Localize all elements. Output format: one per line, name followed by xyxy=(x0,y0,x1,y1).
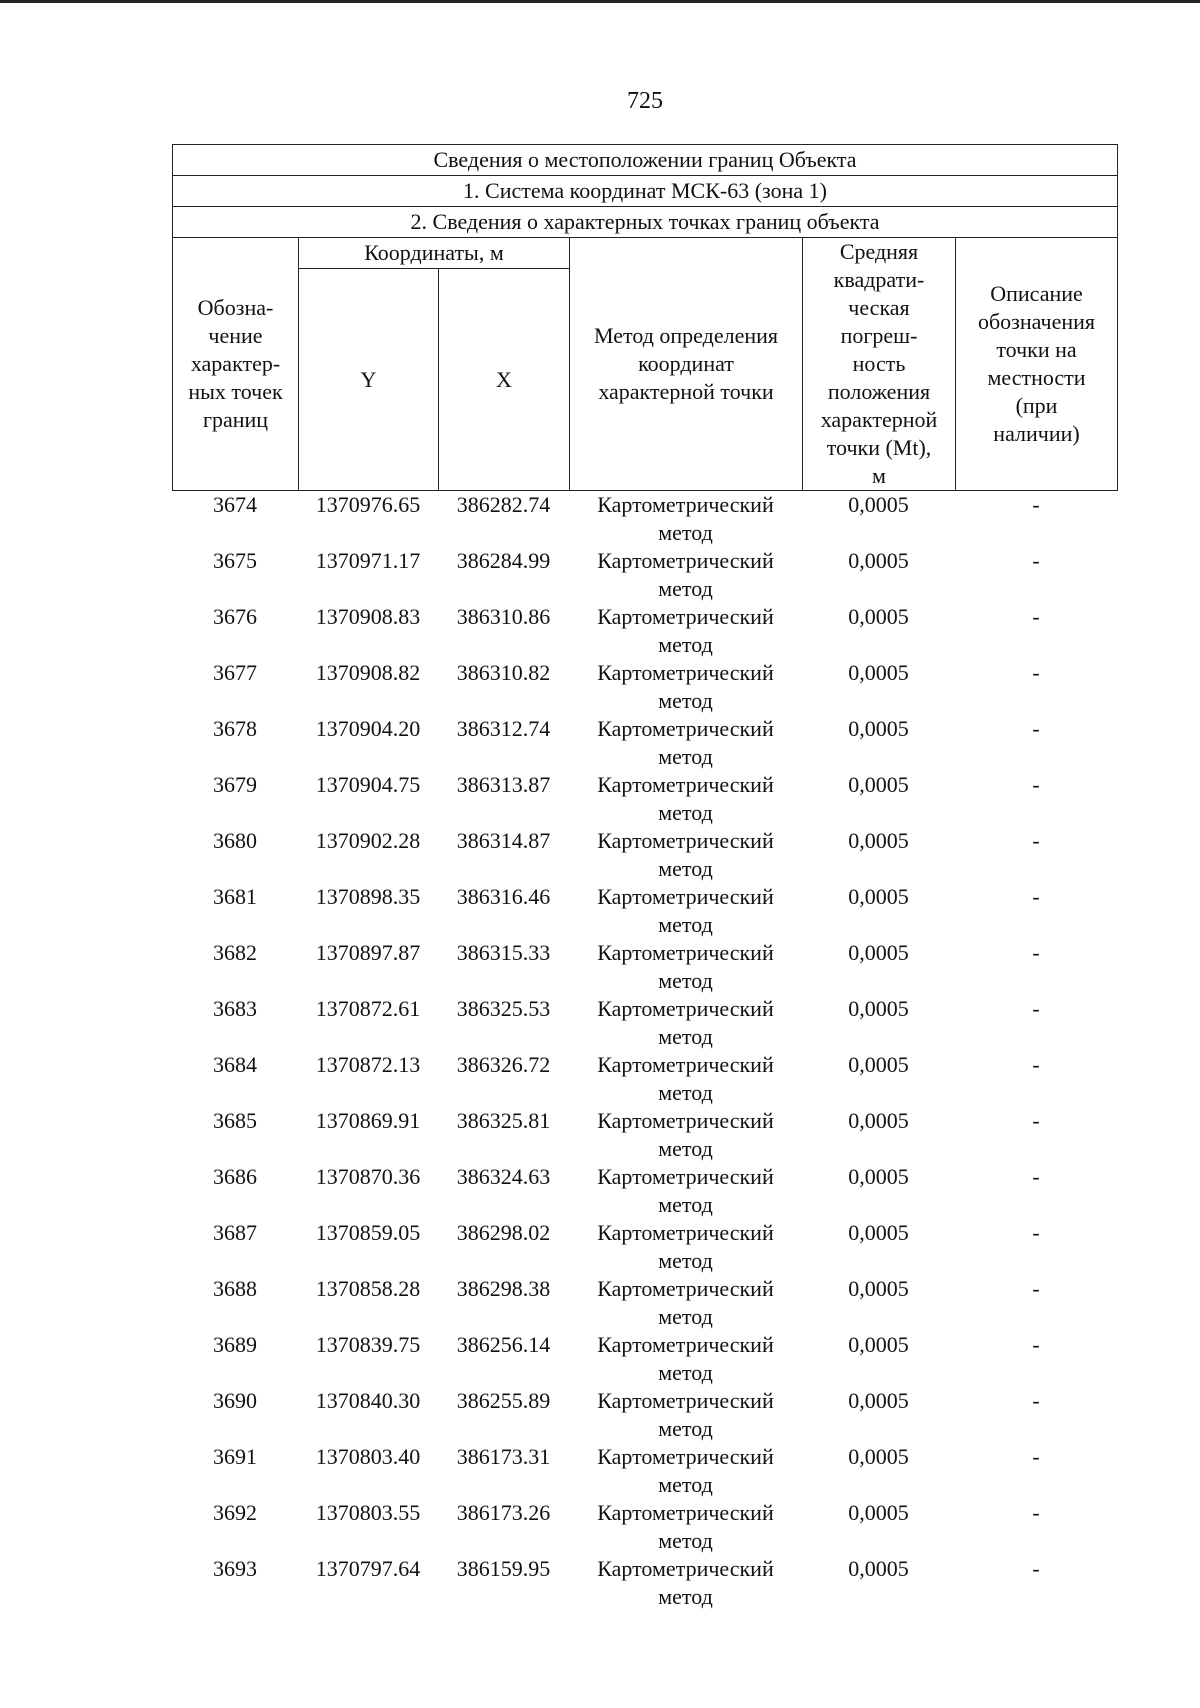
coordinate-system: 1. Система координат МСК-63 (зона 1) xyxy=(173,176,1118,207)
cell-y: 1370908.82 xyxy=(315,660,421,685)
table-body xyxy=(172,491,1117,1611)
cell-point-id: 3688 xyxy=(213,1276,257,1301)
page-number: 725 xyxy=(627,88,663,114)
header-point-id: Обозна- чение характер- ных точек границ xyxy=(173,238,299,491)
table-row xyxy=(172,1555,1117,1611)
header-y: Y xyxy=(299,269,439,491)
cell-x: 386312.74 xyxy=(456,716,551,741)
cell-description: - xyxy=(1032,1276,1040,1301)
cell-x: 386159.95 xyxy=(456,1556,551,1581)
cell-x: 386282.74 xyxy=(456,492,551,517)
cell-point-id: 3677 xyxy=(213,660,257,685)
cell-error: 0,0005 xyxy=(848,772,909,797)
cell-y: 1370870.36 xyxy=(315,1164,421,1189)
table-row xyxy=(172,1331,1117,1387)
cell-point-id: 3682 xyxy=(213,940,257,965)
cell-x: 386324.63 xyxy=(456,1164,551,1189)
cell-error: 0,0005 xyxy=(848,884,909,909)
cell-description: - xyxy=(1032,996,1040,1021)
cell-error: 0,0005 xyxy=(848,996,909,1021)
table-row xyxy=(172,771,1117,827)
cell-y: 1370803.40 xyxy=(315,1444,421,1469)
table-row xyxy=(172,1107,1117,1163)
cell-y: 1370872.13 xyxy=(315,1052,421,1077)
cell-y: 1370898.35 xyxy=(315,884,421,909)
cell-x: 386310.82 xyxy=(456,660,551,685)
cell-point-id: 3674 xyxy=(213,492,257,517)
boundary-points-table xyxy=(172,144,1117,1611)
cell-description: - xyxy=(1032,1108,1040,1133)
table-row xyxy=(172,547,1117,603)
cell-description: - xyxy=(1032,1556,1040,1581)
cell-x: 386326.72 xyxy=(456,1052,551,1077)
cell-method: Картометрический метод xyxy=(597,1052,774,1105)
table-row xyxy=(172,1499,1117,1555)
cell-error: 0,0005 xyxy=(848,548,909,573)
cell-x: 386255.89 xyxy=(456,1388,551,1413)
cell-description: - xyxy=(1032,772,1040,797)
cell-description: - xyxy=(1032,828,1040,853)
cell-y: 1370797.64 xyxy=(315,1556,421,1581)
table-subtitle: 2. Сведения о характерных точках границ объекта xyxy=(173,207,1118,238)
cell-description: - xyxy=(1032,884,1040,909)
cell-x: 386298.02 xyxy=(456,1220,551,1245)
cell-x: 386256.14 xyxy=(456,1332,551,1357)
cell-y: 1370904.75 xyxy=(315,772,421,797)
cell-method: Картометрический метод xyxy=(597,1108,774,1161)
cell-error: 0,0005 xyxy=(848,660,909,685)
cell-error: 0,0005 xyxy=(848,1164,909,1189)
cell-method: Картометрический метод xyxy=(597,1220,774,1273)
table-row xyxy=(172,1163,1117,1219)
cell-description: - xyxy=(1032,1332,1040,1357)
table-row xyxy=(172,491,1117,547)
cell-x: 386298.38 xyxy=(456,1276,551,1301)
cell-error: 0,0005 xyxy=(848,828,909,853)
cell-y: 1370902.28 xyxy=(315,828,421,853)
cell-point-id: 3685 xyxy=(213,1108,257,1133)
cell-y: 1370897.87 xyxy=(315,940,421,965)
cell-description: - xyxy=(1032,940,1040,965)
table-row xyxy=(172,1443,1117,1499)
cell-x: 386325.81 xyxy=(456,1108,551,1133)
cell-x: 386314.87 xyxy=(456,828,551,853)
cell-point-id: 3678 xyxy=(213,716,257,741)
cell-y: 1370872.61 xyxy=(315,996,421,1021)
cell-y: 1370840.30 xyxy=(315,1388,421,1413)
cell-x: 386316.46 xyxy=(456,884,551,909)
table-row xyxy=(172,1275,1117,1331)
cell-x: 386284.99 xyxy=(456,548,551,573)
table-row xyxy=(172,883,1117,939)
cell-y: 1370908.83 xyxy=(315,604,421,629)
header-coordinates: Координаты, м xyxy=(299,238,570,269)
cell-point-id: 3692 xyxy=(213,1500,257,1525)
cell-point-id: 3684 xyxy=(213,1052,257,1077)
cell-method: Картометрический метод xyxy=(597,660,774,713)
cell-point-id: 3675 xyxy=(213,548,257,573)
cell-y: 1370803.55 xyxy=(315,1500,421,1525)
cell-error: 0,0005 xyxy=(848,1388,909,1413)
cell-description: - xyxy=(1032,492,1040,517)
cell-description: - xyxy=(1032,716,1040,741)
header-description: Описание обозначения точки на местности (при наличии) xyxy=(956,238,1118,491)
cell-point-id: 3691 xyxy=(213,1444,257,1469)
cell-error: 0,0005 xyxy=(848,1052,909,1077)
header-x: X xyxy=(439,269,570,491)
table-row xyxy=(172,1051,1117,1107)
cell-method: Картометрический метод xyxy=(597,1388,774,1441)
cell-error: 0,0005 xyxy=(848,1276,909,1301)
table-row xyxy=(172,603,1117,659)
cell-error: 0,0005 xyxy=(848,492,909,517)
cell-method: Картометрический метод xyxy=(597,1556,774,1609)
cell-y: 1370869.91 xyxy=(315,1108,421,1133)
table-row xyxy=(172,995,1117,1051)
cell-point-id: 3683 xyxy=(213,996,257,1021)
cell-description: - xyxy=(1032,548,1040,573)
cell-y: 1370839.75 xyxy=(315,1332,421,1357)
cell-description: - xyxy=(1032,1164,1040,1189)
header-error: Средняя квадрати- ческая погреш- ность положения характерной точки (Mt), м xyxy=(803,238,956,491)
cell-x: 386310.86 xyxy=(456,604,551,629)
cell-error: 0,0005 xyxy=(848,1220,909,1245)
cell-error: 0,0005 xyxy=(848,1556,909,1581)
table-row xyxy=(172,939,1117,995)
cell-x: 386313.87 xyxy=(456,772,551,797)
cell-point-id: 3693 xyxy=(213,1556,257,1581)
cell-method: Картометрический метод xyxy=(597,996,774,1049)
cell-x: 386173.31 xyxy=(456,1444,551,1469)
cell-point-id: 3687 xyxy=(213,1220,257,1245)
table-row xyxy=(172,659,1117,715)
cell-point-id: 3686 xyxy=(213,1164,257,1189)
cell-method: Картометрический метод xyxy=(597,1332,774,1385)
cell-error: 0,0005 xyxy=(848,1500,909,1525)
cell-x: 386325.53 xyxy=(456,996,551,1021)
table-row xyxy=(172,1387,1117,1443)
cell-y: 1370859.05 xyxy=(315,1220,421,1245)
cell-point-id: 3679 xyxy=(213,772,257,797)
cell-description: - xyxy=(1032,660,1040,685)
cell-method: Картометрический метод xyxy=(597,828,774,881)
cell-error: 0,0005 xyxy=(848,940,909,965)
scan-top-edge xyxy=(0,0,1200,3)
cell-description: - xyxy=(1032,1388,1040,1413)
cell-point-id: 3676 xyxy=(213,604,257,629)
cell-method: Картометрический метод xyxy=(597,1164,774,1217)
cell-description: - xyxy=(1032,1500,1040,1525)
cell-method: Картометрический метод xyxy=(597,716,774,769)
cell-method: Картометрический метод xyxy=(597,1444,774,1497)
cell-method: Картометрический метод xyxy=(597,772,774,825)
table-row xyxy=(172,827,1117,883)
cell-method: Картометрический метод xyxy=(597,548,774,601)
cell-error: 0,0005 xyxy=(848,1108,909,1133)
cell-error: 0,0005 xyxy=(848,1444,909,1469)
cell-x: 386173.26 xyxy=(456,1500,551,1525)
cell-point-id: 3689 xyxy=(213,1332,257,1357)
cell-error: 0,0005 xyxy=(848,716,909,741)
cell-method: Картометрический метод xyxy=(597,884,774,937)
cell-y: 1370976.65 xyxy=(315,492,421,517)
table-row xyxy=(172,715,1117,771)
cell-method: Картометрический метод xyxy=(597,940,774,993)
table-header xyxy=(172,144,1118,491)
cell-method: Картометрический метод xyxy=(597,1276,774,1329)
header-method: Метод определения координат характерной точки xyxy=(570,238,803,491)
cell-point-id: 3681 xyxy=(213,884,257,909)
cell-description: - xyxy=(1032,1052,1040,1077)
cell-error: 0,0005 xyxy=(848,604,909,629)
cell-y: 1370858.28 xyxy=(315,1276,421,1301)
cell-y: 1370904.20 xyxy=(315,716,421,741)
cell-error: 0,0005 xyxy=(848,1332,909,1357)
cell-x: 386315.33 xyxy=(456,940,551,965)
table-title: Сведения о местоположении границ Объекта xyxy=(173,145,1118,176)
cell-point-id: 3680 xyxy=(213,828,257,853)
cell-y: 1370971.17 xyxy=(315,548,421,573)
cell-description: - xyxy=(1032,1220,1040,1245)
cell-point-id: 3690 xyxy=(213,1388,257,1413)
cell-description: - xyxy=(1032,604,1040,629)
cell-description: - xyxy=(1032,1444,1040,1469)
cell-method: Картометрический метод xyxy=(597,492,774,545)
cell-method: Картометрический метод xyxy=(597,604,774,657)
cell-method: Картометрический метод xyxy=(597,1500,774,1553)
table-row xyxy=(172,1219,1117,1275)
